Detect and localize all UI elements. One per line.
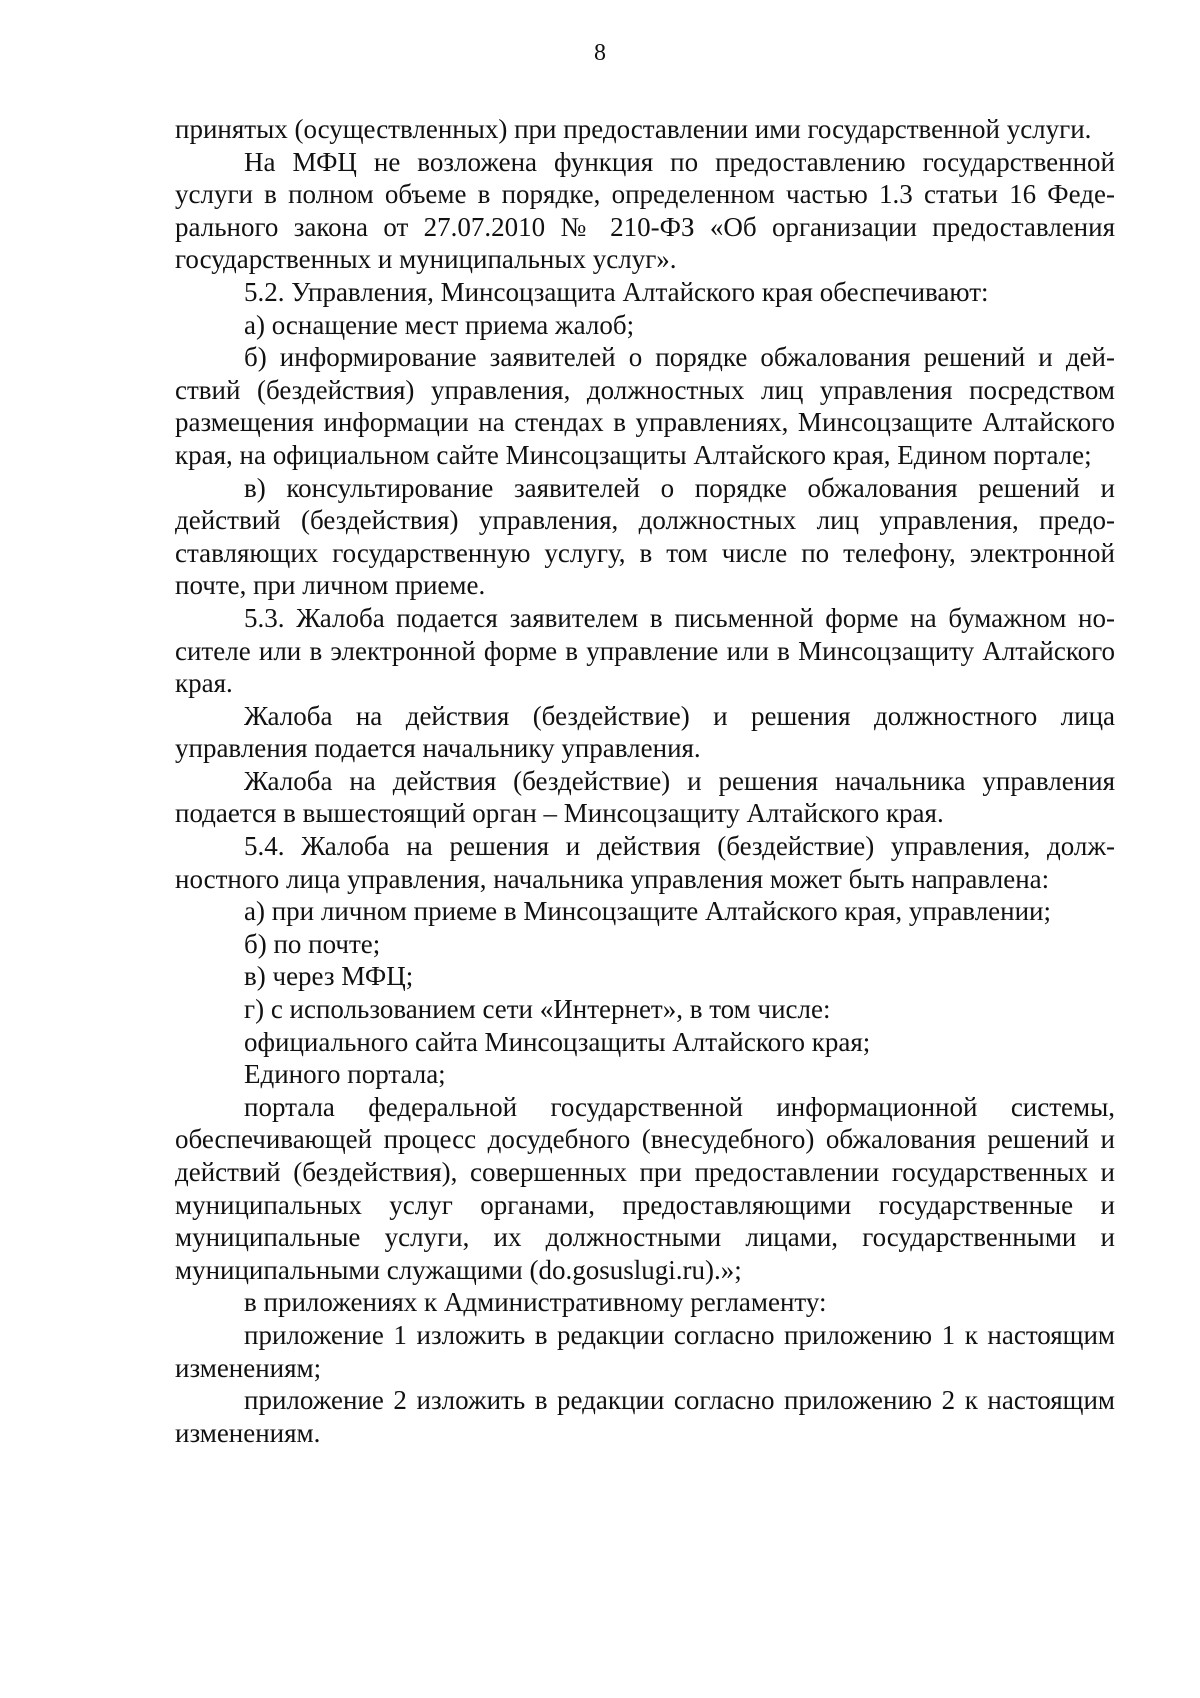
paragraph-11: а) при личном приеме в Минсоцзащите Алтайского края, управлении; xyxy=(244,896,1052,927)
paragraph-13: в) через МФЦ; xyxy=(244,961,414,992)
paragraph-4: а) оснащение мест приема жалоб; xyxy=(244,309,635,340)
paragraph-18: в приложениях к Административному регламенту: xyxy=(244,1287,827,1318)
paragraph-17: портала федеральной государственной информационной системы, обеспечивающей процесс досудебного (внесудебного) обжалования решений и действий (бездействия), совершенных при предоставлении государственных и муниципальных услуг органами, предоставляющими государственные и муниципальные услуги, их должностными лицами, государственными и муниципальными служащими (do.gosuslugi.ru).»; xyxy=(175,1091,1115,1285)
paragraph-14: г) с использованием сети «Интернет», в том числе: xyxy=(244,994,831,1025)
paragraph-2: На МФЦ не возложена функция по предоставлению государственной услуги в полном объеме в порядке, определенном частью 1.3 статьи 16 Федерального закона от 27.07.2010 № 210-ФЗ «Об организации предоставления государственных и муниципальных услуг». xyxy=(175,146,1115,275)
page-number: 8 xyxy=(594,40,606,66)
paragraph-15: официального сайта Минсоцзащиты Алтайского края; xyxy=(244,1026,871,1057)
paragraph-1: принятых (осуществленных) при предоставлении ими государственной услуги. xyxy=(175,114,1092,144)
paragraph-10: 5.4. Жалоба на решения и действия (бездействие) управления, должностного лица управления, начальника управления может быть направлена: xyxy=(175,831,1115,894)
document-body xyxy=(175,113,1115,1449)
paragraph-5: б) информирование заявителей о порядке обжалования решений и действий (бездействия) управления, должностных лиц управления посредством размещения информации на стендах в управлениях, Минсоцзащите Алтайского края, на официальном сайте Минсоцзащиты Алтайского края, Едином портале; xyxy=(175,342,1115,470)
paragraph-12: б) по почте; xyxy=(244,928,381,959)
paragraph-19: приложение 1 изложить в редакции согласно приложению 1 к настоящим изменениям; xyxy=(175,1319,1115,1383)
paragraph-7: 5.3. Жалоба подается заявителем в письменной форме на бумажном носителе или в электронной форме в управление или в Минсоцзащиту Алтайского края. xyxy=(175,602,1115,699)
paragraph-8: Жалоба на действия (бездействие) и решения должностного лица управления подается начальнику управления. xyxy=(175,700,1115,764)
paragraph-3: 5.2. Управления, Минсоцзащита Алтайского края обеспечивают: xyxy=(244,276,989,307)
paragraph-16: Единого портала; xyxy=(244,1059,446,1090)
paragraph-6: в) консультирование заявителей о порядке обжалования решений и действий (бездействия) управления, должностных лиц управления, предоставляющих государственную услугу, в том числе по телефону, электронной почте, при личном приеме. xyxy=(175,472,1115,601)
paragraph-9: Жалоба на действия (бездействие) и решения начальника управления подается в вышестоящий орган – Минсоцзащиту Алтайского края. xyxy=(175,765,1115,829)
paragraph-20: приложение 2 изложить в редакции согласно приложению 2 к настоящим изменениям. xyxy=(175,1385,1115,1448)
